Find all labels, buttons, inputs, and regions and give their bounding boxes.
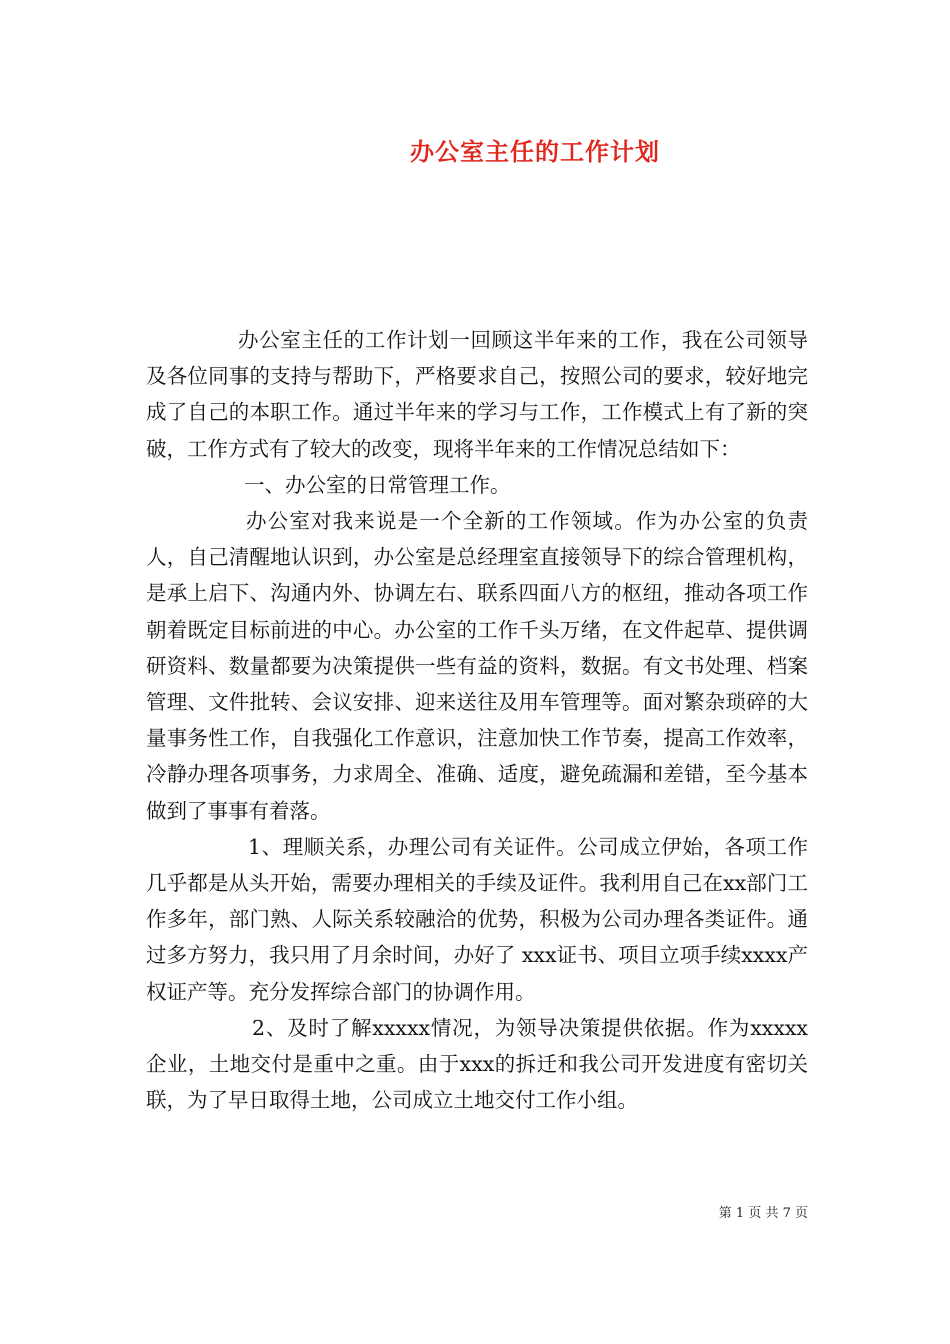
document-title: 办公室主任的工作计划 (410, 137, 660, 166)
document-body (146, 322, 808, 1118)
paragraph-intro: 办公室主任的工作计划一回顾这半年来的工作，我在公司领导及各位同事的支持与帮助下，严格要求自己，按照公司的要求，较好地完成了自己的本职工作。通过半年来的学习与工作，工作模式上有了新的突破，工作方式有了较大的改变，现将半年来的工作情况总结如下： (146, 328, 808, 461)
paragraph-office-role: 办公室对我来说是一个全新的工作领域。作为办公室的负责人，自己清醒地认识到，办公室是总经理室直接领导下的综合管理机构，是承上启下、沟通内外、协调左右、联系四面八方的枢纽，推动各项工作朝着既定目标前进的中心。办公室的工作千头万绪，在文件起草、提供调研资料、数量都要为决策提供一些有益的资料，数据。有文书处理、档案管理、文件批转、会议安排、迎来送往及用车管理等。面对繁杂琐碎的大量事务性工作，自我强化工作意识，注意加快工作节奏，提高工作效率，冷静办理各项事务，力求周全、准确、适度，避免疏漏和差错，至今基本做到了事事有着落。 (146, 509, 808, 823)
paragraph-item-1: 1、理顺关系，办理公司有关证件。公司成立伊始，各项工作几乎都是从头开始，需要办理相关的手续及证件。我利用自己在xx部门工作多年，部门熟、人际关系较融洽的优势，积极为公司办理各类证件。通过多方努力，我只用了月余时间，办好了 xxx证书、项目立项手续xxxx产权证产等。充分发挥综合部门的协调作用。 (146, 834, 808, 1004)
page-number-footer: 第 1 页 共 7 页 (718, 1206, 808, 1221)
paragraph-item-2: 2、及时了解xxxxx情况，为领导决策提供依据。作为xxxxx企业，土地交付是重中之重。由于xxx的拆迁和我公司开发进度有密切关联，为了早日取得土地，公司成立土地交付工作小组。 (146, 1015, 808, 1113)
section-heading: 一、办公室的日常管理工作。 (244, 472, 511, 497)
